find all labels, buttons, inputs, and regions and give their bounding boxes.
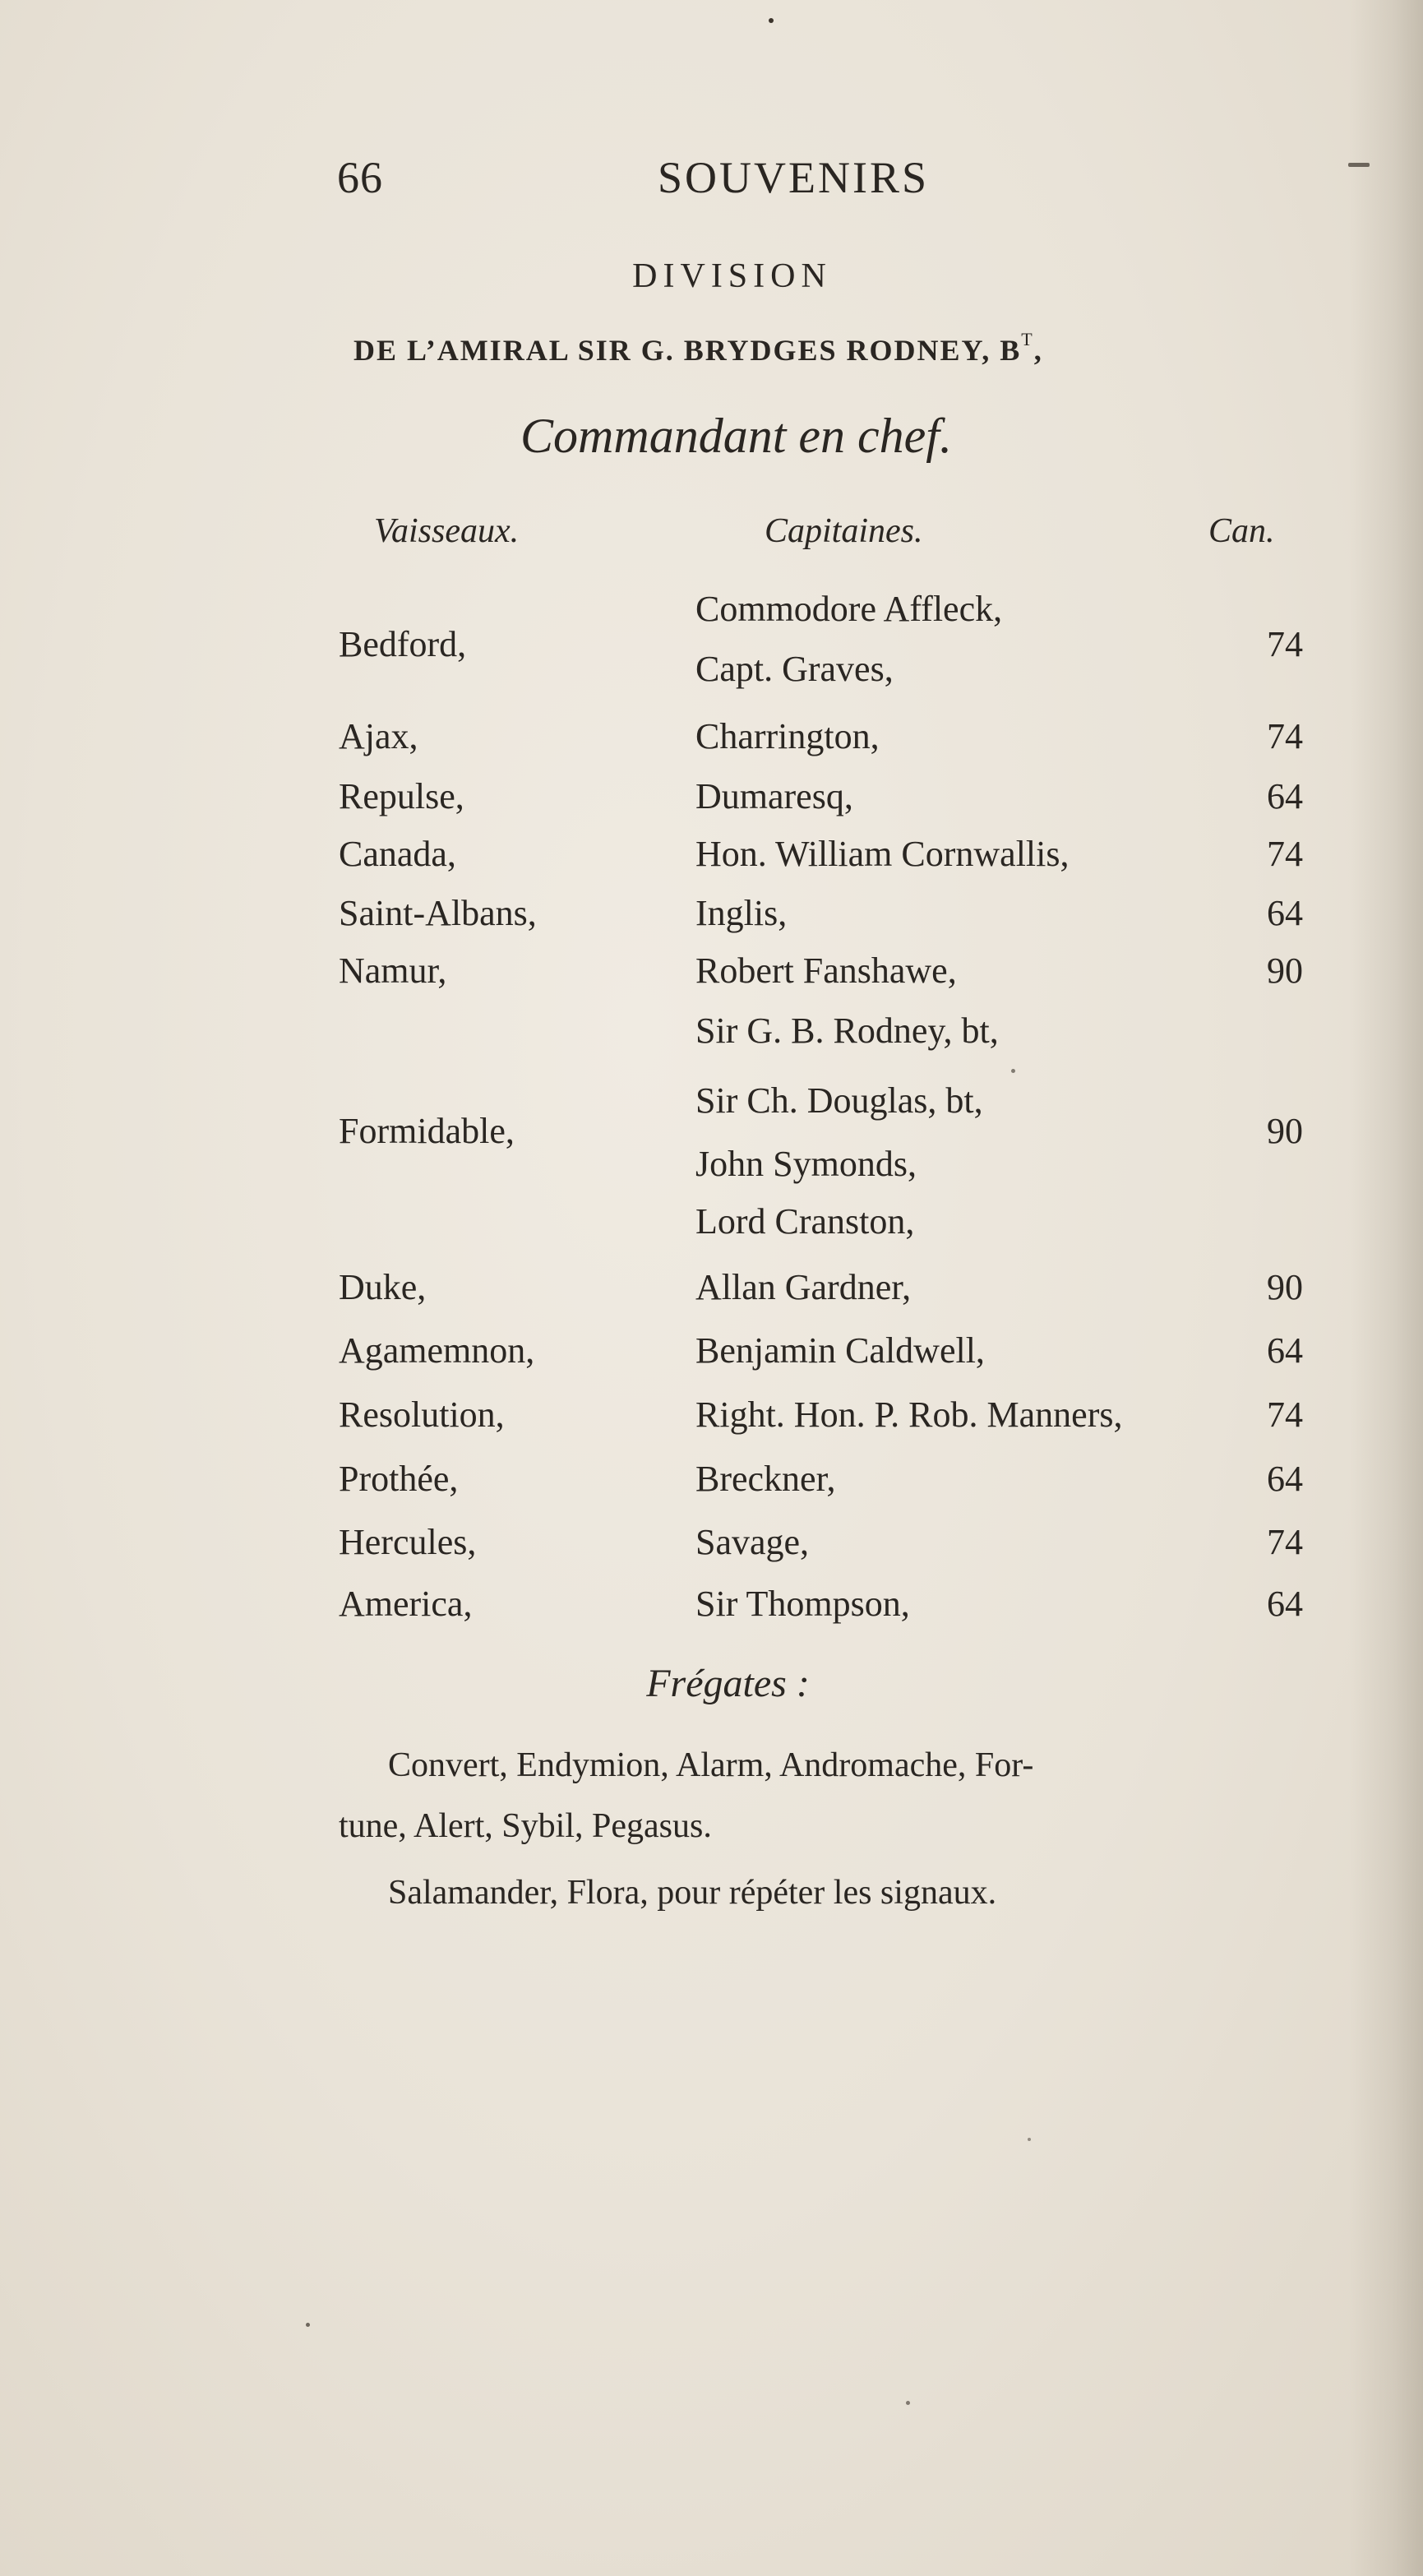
column-header-ships: Vaisseaux. xyxy=(374,512,520,550)
column-header-guns: Can. xyxy=(1208,512,1275,550)
ink-speck xyxy=(1011,1069,1015,1073)
ink-speck xyxy=(1028,2138,1031,2141)
ink-speck xyxy=(1348,163,1370,167)
frigates-line-1: Convert, Endymion, Alarm, Andromache, For- xyxy=(388,1746,1034,1784)
ink-speck xyxy=(306,2323,310,2327)
division-subtitle: DE L’AMIRAL SIR G. BRYDGES RODNEY, $B^T$, xyxy=(353,329,1043,367)
division-title: DIVISION xyxy=(632,257,832,295)
page-number: 66 xyxy=(337,153,383,202)
running-title: SOUVENIRS xyxy=(658,153,930,202)
column-header-captains: Capitaines. xyxy=(765,512,923,550)
frigates-line-3: Salamander, Flora, pour répéter les signaux. xyxy=(388,1874,997,1912)
frigates-line-2: tune, Alert, Sybil, Pegasus. xyxy=(339,1807,712,1845)
frigates-heading: Frégates : xyxy=(646,1662,810,1705)
commander-heading: Commandant en chef. xyxy=(520,409,952,463)
page-edge-shadow xyxy=(1349,0,1423,2576)
ink-speck xyxy=(769,18,774,23)
ink-speck xyxy=(906,2401,910,2405)
